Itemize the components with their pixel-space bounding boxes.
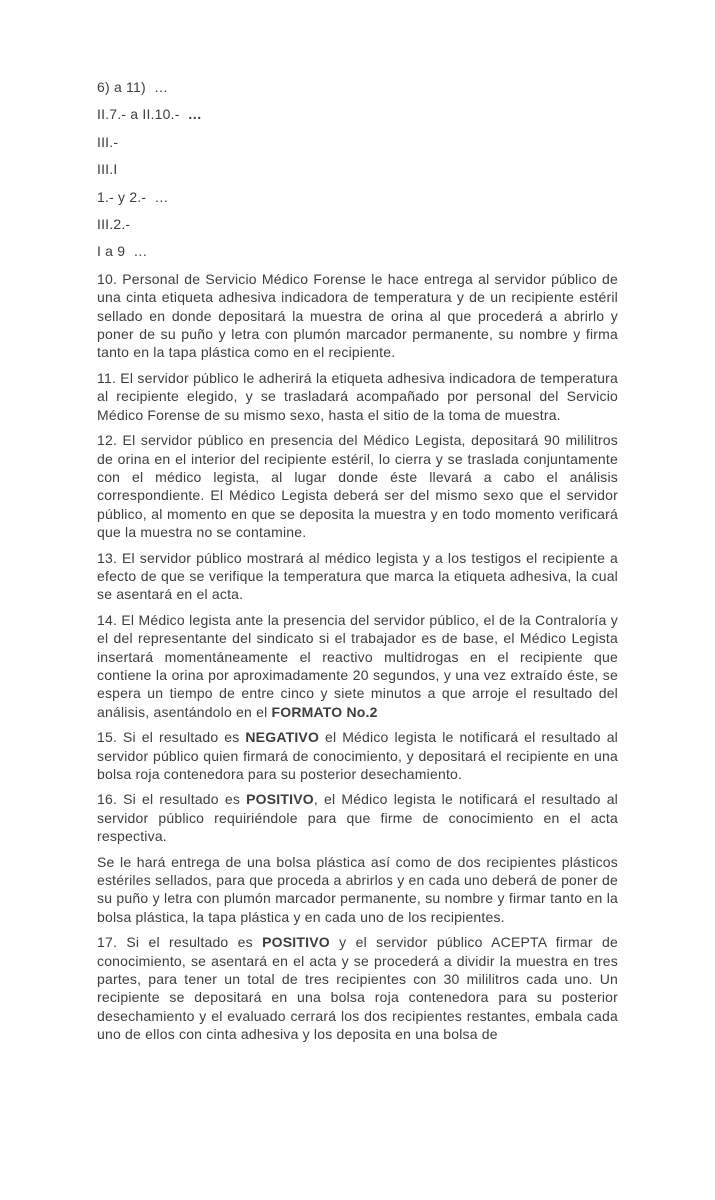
paragraph-text: 12. El servidor público en presencia del Médico Legista, depositará 90 mililitros de orina en el interior del recipiente estéril, lo cierra y se traslada conjuntamente con el médico legista, al lugar donde éste llevará a cabo el análisis correspondiente. El Médico Legista deberá ser del mismo sexo que el servidor público, al momento en que se deposita la muestra y en todo momento verificará que la muestra no se contamine.: [97, 432, 618, 541]
paragraph-text: 14. El Médico legista ante la presencia del servidor público, el de la Contraloría y el del representante del sindicato si el trabajador es de base, el Médico Legista insertará momentáneamente el reactivo multidrogas en el recipiente que contiene la orina por aproximadamente 20 segundos, y una vez extraído éste, se espera un tiempo de entre cinco y siete minutos a que arroje el resultado del análisis, asentándolo en el: [97, 611, 618, 720]
paragraph-text: 17. Si el resultado es: [97, 934, 263, 951]
intro-line-text: 6) a 11) …: [97, 79, 169, 95]
intro-line-iii: [97, 133, 618, 151]
intro-line-text: 1.- y 2.- …: [97, 188, 169, 205]
paragraph-text: Se le hará entrega de una bolsa plástica así como de dos recipientes plásticos estériles sellados, para que proceda a abrirlos y en cada uno deberá de poner de su puño y letra con plumón marcador permanente, su nombre y firmar tanto en la bolsa plástica, la tapa plástica y en cada uno de los recipientes.: [97, 853, 618, 925]
paragraph-text: el Médico legista le notificará el resultado al servidor público quien firmará de conocimiento, y depositará el recipiente en una bolsa roja contenedora para su posterior desechamiento.: [97, 729, 618, 782]
intro-line-ii7-ii10: [97, 105, 618, 123]
intro-line-1-y-2: [97, 188, 618, 206]
formato-no2-bold-text: FORMATO No.2: [271, 703, 378, 720]
paragraph-13: [97, 549, 618, 604]
intro-line-text: III.I: [97, 161, 118, 178]
intro-line-iii-2: [97, 215, 618, 233]
intro-line-text: III.2.-: [97, 216, 131, 233]
paragraph-text: 11. El servidor público le adherirá la etiqueta adhesiva indicadora de temperatura al recipiente elegido, y se trasladará acompañado por personal del Servicio Médico Forense de su mismo sexo, hasta el sitio de la toma de muestra.: [97, 369, 618, 423]
paragraph-15: [97, 728, 618, 783]
intro-line-6-a-11: [97, 78, 618, 96]
paragraph-bolsa-plastica: [97, 853, 618, 927]
positivo-bold-text: POSITIVO: [262, 934, 330, 951]
paragraph-text: 10. Personal de Servicio Médico Forense le hace entrega al servidor público de una cinta etiqueta adhesiva indicadora de temperatura y de un recipiente estéril sellado en donde depositará la muestra de orina al que procederá a abrirlo y poner de su puño y letra con plumón marcador permanente, su nombre y firma tanto en la tapa plástica como en el recipiente.: [97, 270, 618, 361]
negativo-bold-text: NEGATIVO: [245, 729, 320, 746]
paragraph-text: y el servidor público ACEPTA firmar de conocimiento, se asentará en el acta y se procederá a dividir la muestra en tres partes, para tener un total de tres recipientes con 30 mililitros cada uno. Un recipiente se depositará en una bolsa roja contenedora para su posterior desechamiento y el evaluado cerrará los dos recipientes restantes, embala cada uno de ellos con cinta adhesiva y los deposita en una bolsa de: [97, 934, 618, 1043]
intro-line-text: I a 9 …: [97, 243, 148, 260]
intro-line-iii-i: [97, 160, 618, 178]
intro-line-i-a-9: [97, 242, 618, 260]
paragraph-17: [97, 933, 618, 1043]
paragraph-text: 16. Si el resultado es: [97, 791, 247, 808]
paragraph-text: , el Médico legista le notificará el resultado al servidor público requiriéndole para que firme de conocimiento en el acta respectiva.: [97, 791, 618, 845]
intro-line-text: II.7.- a II.10.-: [97, 106, 188, 123]
paragraph-14: [97, 611, 618, 721]
positivo-bold-text: POSITIVO: [246, 791, 314, 808]
paragraph-text: 13. El servidor público mostrará al médico legista y a los testigos el recipiente a efecto de que se verifique la temperatura que marca la etiqueta adhesiva, la cual se asentará en el acta.: [97, 549, 618, 603]
paragraph-11: [97, 369, 618, 424]
paragraph-16: [97, 790, 618, 845]
paragraph-text: 15. Si el resultado es: [97, 729, 246, 746]
intro-line-text: III.-: [97, 133, 119, 150]
intro-line-ellipsis-bold: …: [187, 106, 202, 123]
paragraph-12: [97, 431, 618, 541]
paragraph-10: [97, 270, 618, 362]
